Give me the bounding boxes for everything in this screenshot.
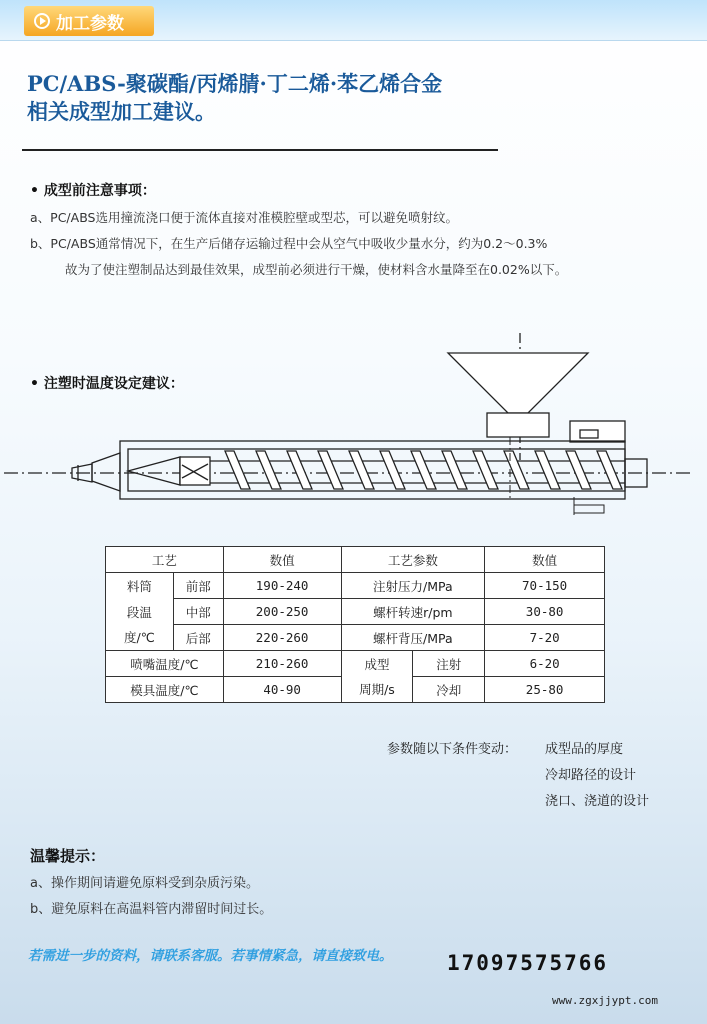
header-bar — [0, 0, 707, 41]
tips-heading: 温馨提示： — [30, 847, 106, 865]
pre-molding-item-b-line1: b、PC/ABS通常情况下，在生产后储存运输过程中会从空气中吸收少量水分，约为0.2～0.3% — [30, 236, 548, 251]
param-name: 螺杆背压/MPa — [341, 625, 485, 651]
variation-item: 浇口、浇道的设计 — [545, 794, 650, 809]
zone-label: 前部 — [173, 573, 223, 599]
pre-molding-heading: • 成型前注意事项： — [30, 183, 156, 199]
barrel-label: 料筒 — [106, 573, 174, 599]
cycle-value: 25-80 — [485, 677, 605, 703]
header-cell: 工艺 — [106, 547, 224, 573]
param-name: 螺杆转速r/pm — [341, 599, 485, 625]
doc-title — [27, 70, 547, 126]
zone-value: 190-240 — [223, 573, 341, 599]
zone-value: 220-260 — [223, 625, 341, 651]
cycle-name: 注射 — [413, 651, 485, 677]
tip-item: a、操作期间请避免原料受到杂质污染。 — [30, 876, 259, 891]
cycle-label: 成型 — [341, 651, 413, 677]
tip-item: b、避免原料在高温料管内滞留时间过长。 — [30, 902, 273, 917]
header-cell: 工艺参数 — [341, 547, 485, 573]
watermark: www.zgxjjypt.com — [552, 994, 658, 1007]
table-row — [106, 625, 605, 651]
param-value: 7-20 — [485, 625, 605, 651]
variation-label: 参数随以下条件变动： — [387, 742, 518, 757]
injection-machine-diagram — [0, 325, 707, 525]
phone-number[interactable]: 17097575766 — [447, 951, 609, 975]
play-circle-icon — [34, 13, 50, 29]
header-cell: 数值 — [485, 547, 605, 573]
doc-title-line2: 相关成型加工建议。 — [27, 99, 216, 124]
contact-note: 若需进一步的资料，请联系客服。若事情紧急，请直接致电。 — [28, 948, 393, 964]
table-row — [106, 651, 605, 677]
cycle-label: 周期/s — [341, 677, 413, 703]
header-tab-label: 加工参数 — [56, 13, 124, 34]
mold-label: 模具温度/℃ — [106, 677, 224, 703]
header-tab[interactable] — [24, 6, 154, 36]
cycle-name: 冷却 — [413, 677, 485, 703]
variation-item: 冷却路径的设计 — [545, 768, 637, 783]
table-row — [106, 599, 605, 625]
cycle-value: 6-20 — [485, 651, 605, 677]
nozzle-value: 210-260 — [223, 651, 341, 677]
barrel-label: 度/℃ — [106, 625, 174, 651]
zone-value: 200-250 — [223, 599, 341, 625]
pre-molding-item-b-line2: 故为了使注塑制品达到最佳效果，成型前必须进行干燥，使材料含水量降至在0.02%以下。 — [65, 262, 568, 277]
param-value: 30-80 — [485, 599, 605, 625]
table-row — [106, 573, 605, 599]
zone-label: 中部 — [173, 599, 223, 625]
nozzle-label: 喷嘴温度/℃ — [106, 651, 224, 677]
zone-label: 后部 — [173, 625, 223, 651]
process-params-table — [105, 546, 605, 703]
doc-title-line1: PC/ABS-聚碳酯/丙烯腈·丁二烯·苯乙烯合金 — [27, 71, 443, 96]
mold-value: 40-90 — [223, 677, 341, 703]
temperature-heading: • 注塑时温度设定建议： — [30, 376, 184, 392]
pre-molding-item-a: a、PC/ABS选用撞流浇口便于流体直接对准模腔壁或型芯，可以避免喷射纹。 — [30, 210, 458, 225]
header-cell: 数值 — [223, 547, 341, 573]
param-value: 70-150 — [485, 573, 605, 599]
table-header-row — [106, 547, 605, 573]
param-name: 注射压力/MPa — [341, 573, 485, 599]
barrel-label: 段温 — [106, 599, 174, 625]
table-row — [106, 677, 605, 703]
title-divider — [22, 149, 498, 151]
variation-item: 成型品的厚度 — [545, 742, 624, 757]
